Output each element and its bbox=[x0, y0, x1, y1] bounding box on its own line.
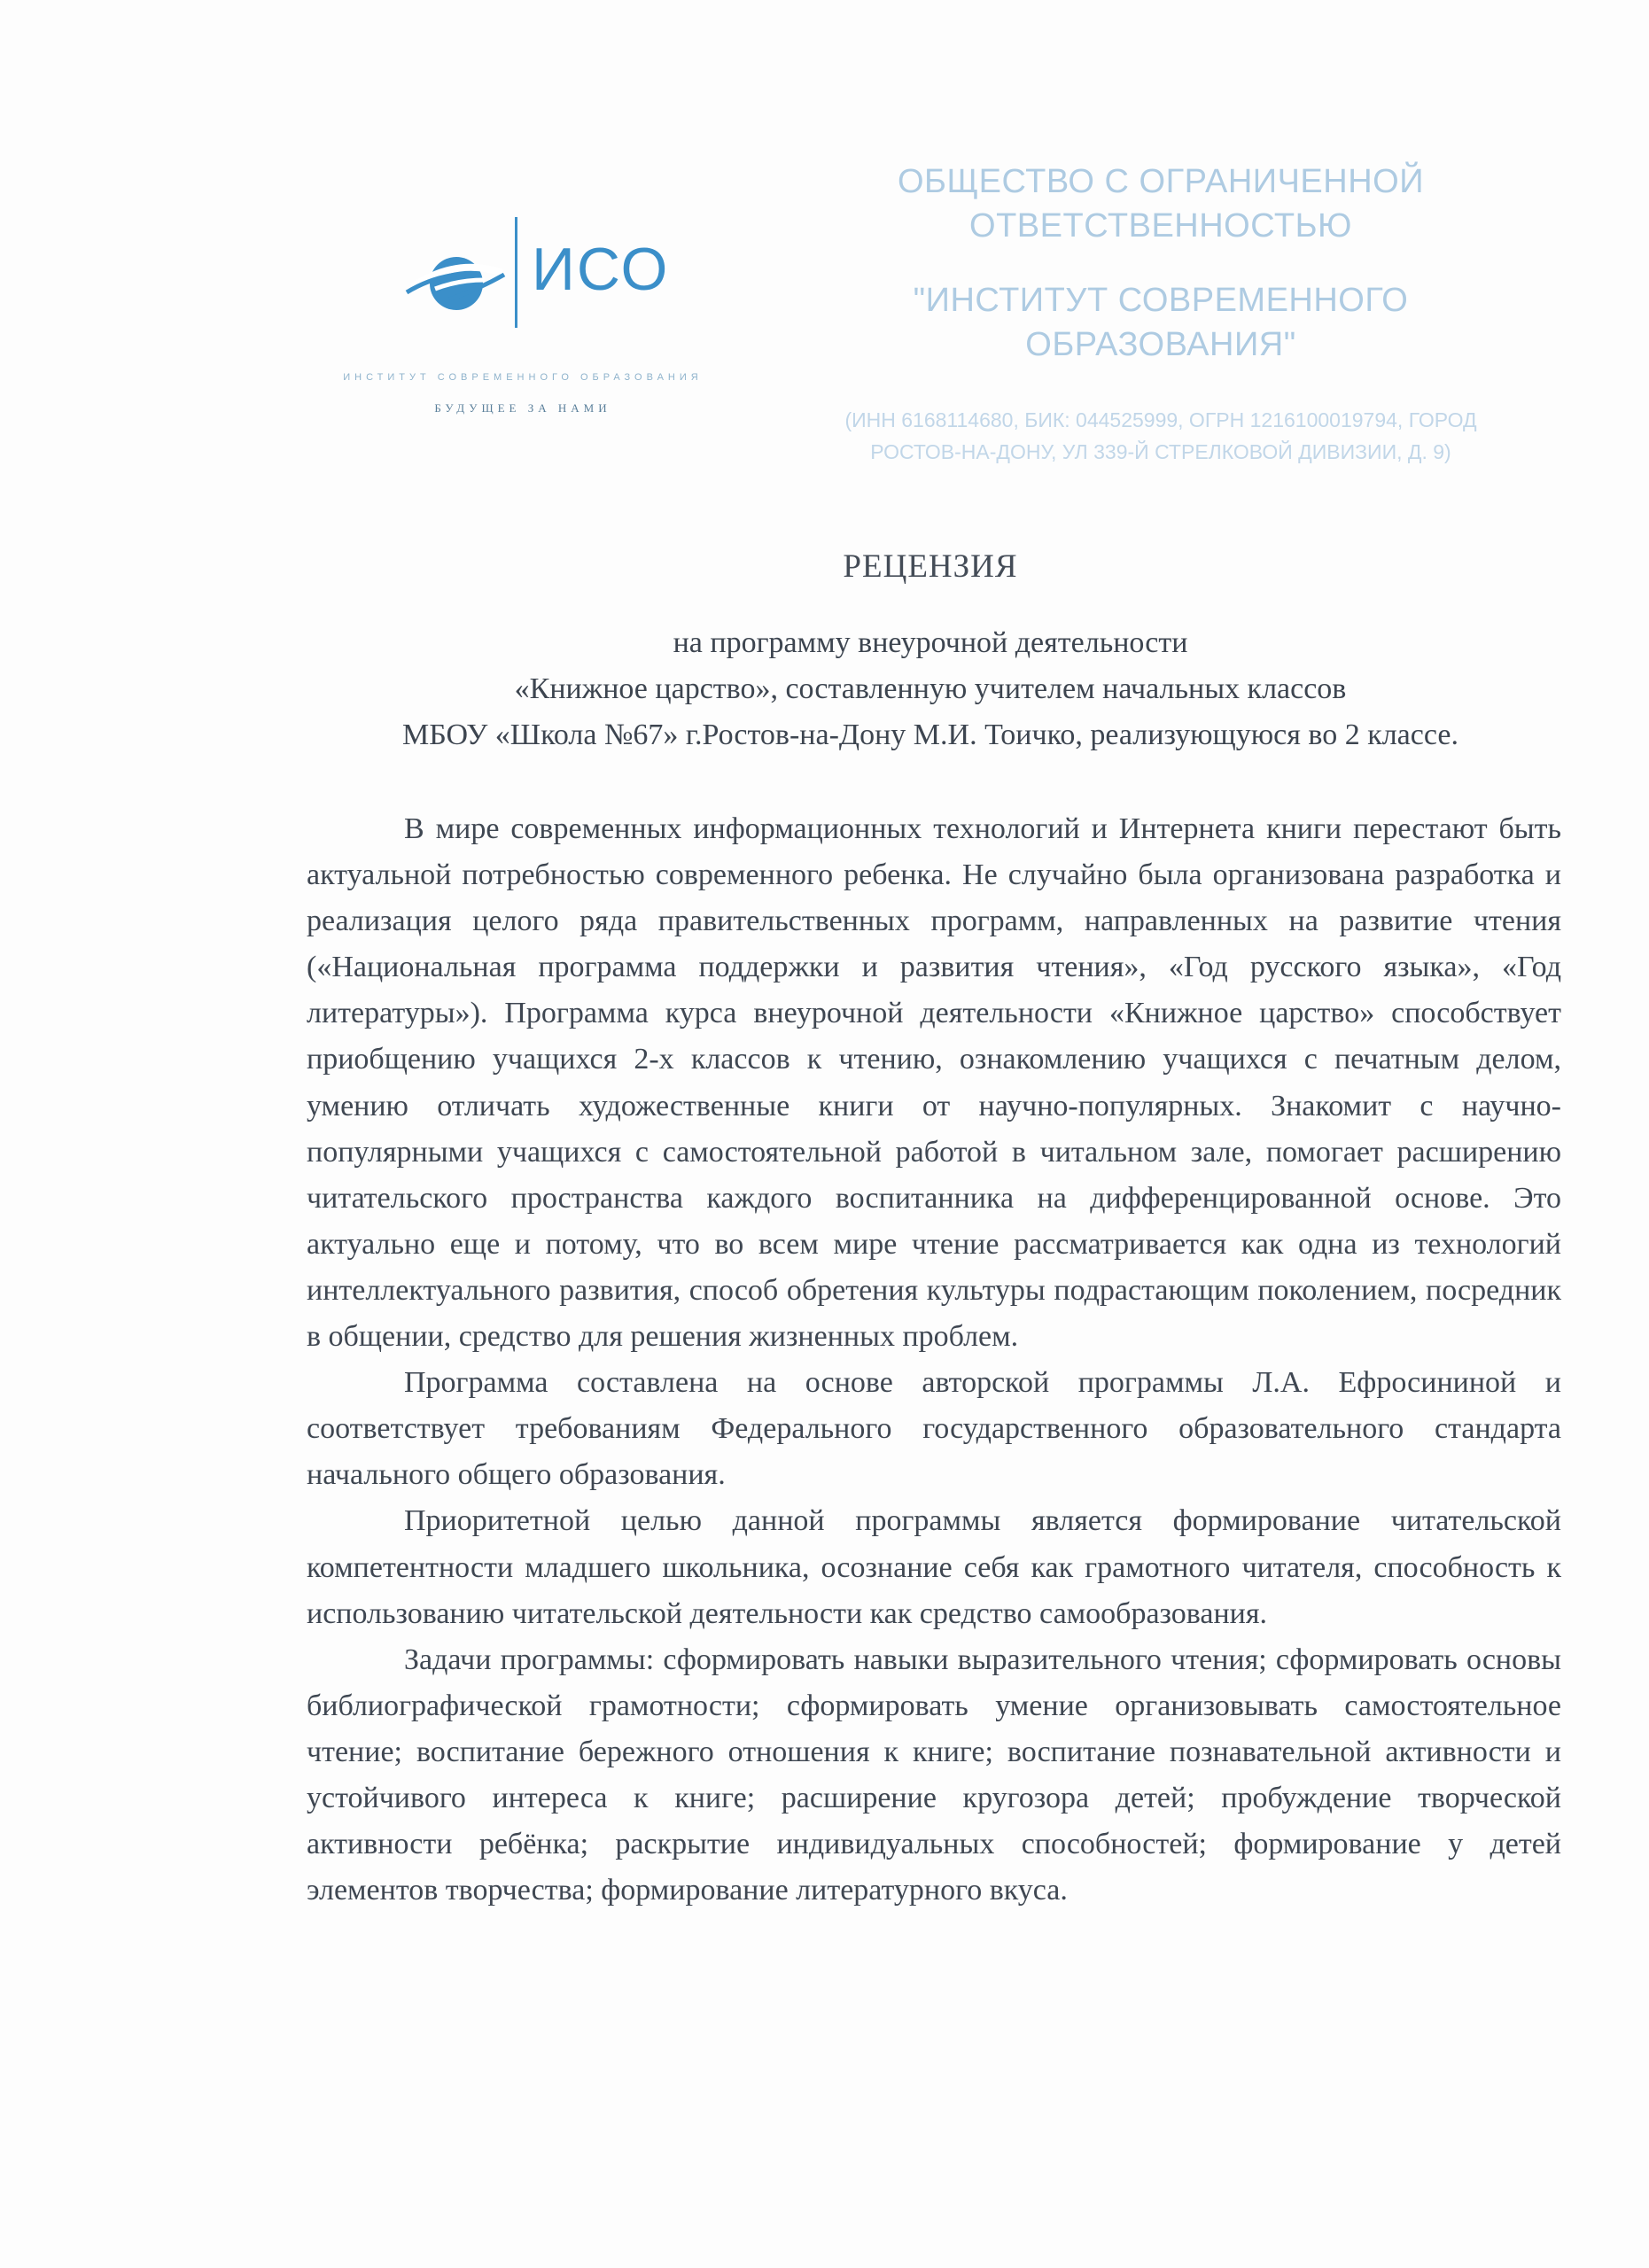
institute-name-line: "ИНСТИТУТ СОВРЕМЕННОГО bbox=[913, 282, 1409, 319]
document-title: РЕЦЕНЗИЯ bbox=[843, 548, 1018, 585]
body-paragraph: В мире современных информационных технологий и Интернета книги перестают быть актуальной потребностью современного ребенка. Не случайно была организована разработка и реализация целого ряда правительственных программ, направленных на развитие чтения («Национальная программа поддержки и развития чтения», «Год русского языка», «Год литературы»). Программа курса внеурочной деятельности «Книжное царство» способствует приобщению учащихся 2-х классов к чтению, ознакомлению учащихся с печатным делом, умению отличать художественные книги от научно-популярных. Знакомит с научно-популярными учащихся с самостоятельной работой в читальном зале, помогает расширению читательского пространства каждого воспитанника на дифференцированной основе. Это актуально еще и потому, что во всем мире чтение рассматривается как одна из технологий интеллектуального развития, способ обретения культуры подрастающим поколением, посредник в общении, средство для решения жизненных проблем. bbox=[307, 812, 1561, 1354]
body-paragraph: Задачи программы: сформировать навыки выразительного чтения; сформировать основы библиографической грамотности; сформировать умение организовывать самостоятельное чтение; воспитание бережного отношения к книге; воспитание познавательной активности и устойчивого интереса к книге; расширение кругозора детей; пробуждение творческой активности ребёнка; раскрытие индивидуальных способностей; формирование у детей элементов творчества; формирование литературного вкуса. bbox=[307, 1643, 1561, 1907]
iso-logo bbox=[319, 213, 727, 425]
globe-logo-icon bbox=[403, 248, 509, 319]
logo-divider bbox=[515, 217, 517, 328]
registration-line: РОСТОВ-НА-ДОНУ, УЛ 339-Й СТРЕЛКОВОЙ ДИВИЗИИ, Д. 9) bbox=[870, 440, 1451, 463]
company-name bbox=[762, 159, 1560, 248]
institute-name bbox=[762, 278, 1560, 367]
logo-slogan: БУДУЩЕЕ ЗА НАМИ bbox=[434, 401, 611, 415]
logo-subtitle: ИНСТИТУТ СОВРЕМЕННОГО ОБРАЗОВАНИЯ bbox=[343, 372, 703, 383]
logo-text: ИСО bbox=[532, 236, 670, 303]
subtitle-line: МБОУ «Школа №67» г.Ростов-на-Дону М.И. Тоичко, реализующуюся во 2 классе. bbox=[402, 718, 1458, 751]
registration-details bbox=[762, 404, 1560, 468]
registration-line: (ИНН 6168114680, БИК: 044525999, ОГРН 1216100019794, ГОРОД bbox=[844, 408, 1477, 431]
body-paragraph: Приоритетной целью данной программы является формирование читательской компетентности младшего школьника, осознание себя как грамотного читателя, способность к использованию читательской деятельности как средство самообразования. bbox=[307, 1504, 1561, 1630]
institute-name-line: ОБРАЗОВАНИЯ" bbox=[1025, 326, 1296, 363]
company-name-line: ОТВЕТСТВЕННОСТЬЮ bbox=[969, 207, 1352, 245]
subtitle-line: «Книжное царство», составленную учителем начальных классов bbox=[514, 672, 1347, 705]
subtitle-line: на программу внеурочной деятельности bbox=[673, 626, 1188, 659]
company-name-line: ОБЩЕСТВО С ОГРАНИЧЕННОЙ bbox=[897, 163, 1425, 200]
body-paragraph: Программа составлена на основе авторской программы Л.А. Ефросининой и соответствует требованиям Федерального государственного образовательного стандарта начального общего образования. bbox=[307, 1366, 1561, 1492]
document-body bbox=[307, 806, 1561, 1914]
company-header bbox=[762, 159, 1560, 468]
document-subtitle bbox=[222, 620, 1639, 758]
